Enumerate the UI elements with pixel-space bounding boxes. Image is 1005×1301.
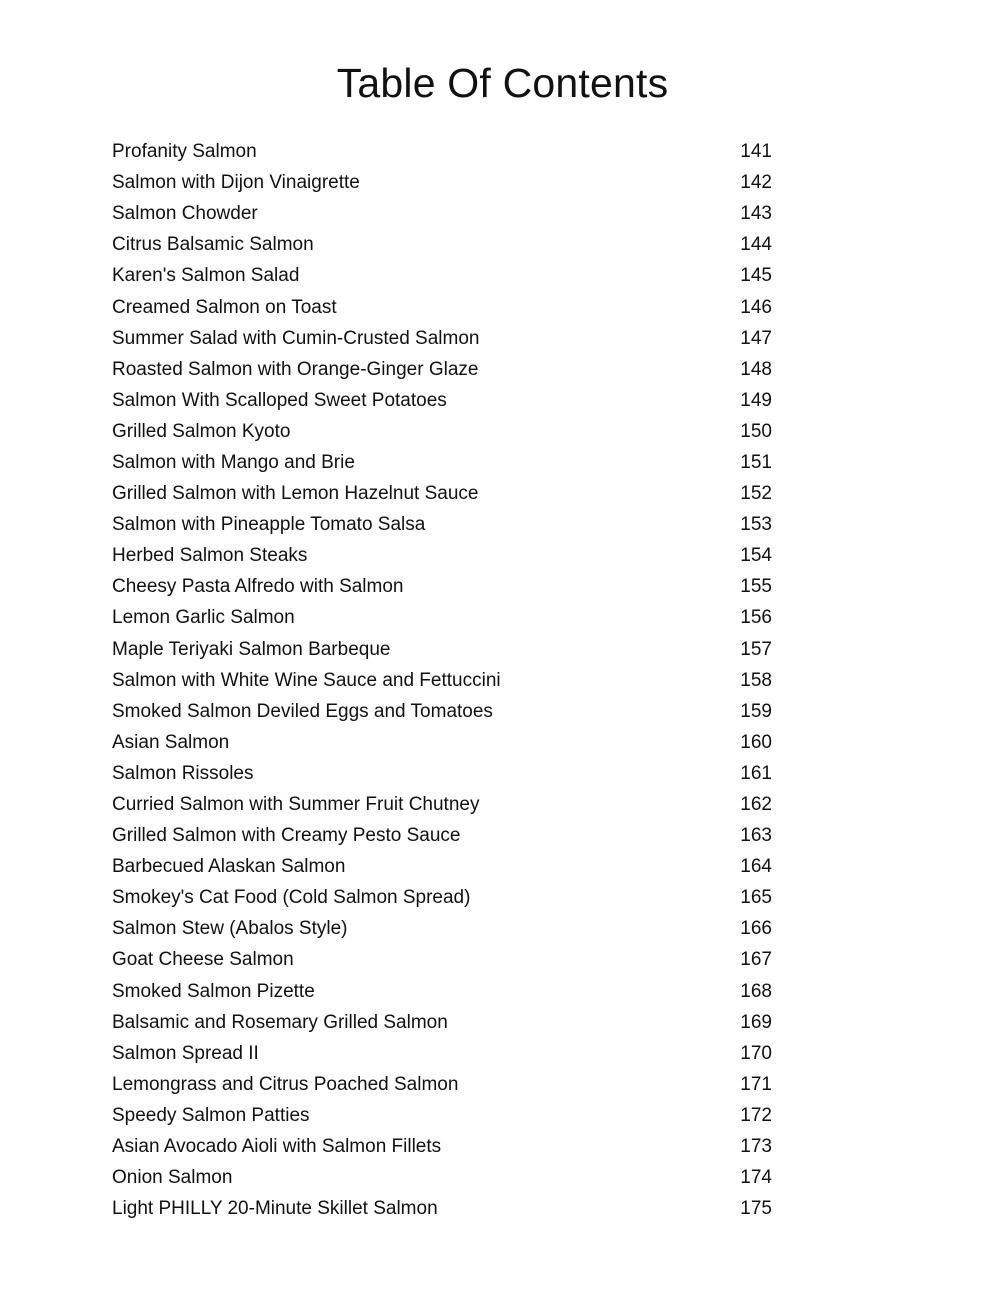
toc-entry-title: Salmon Rissoles [112,762,254,784]
toc-entry-page-number: 144 [740,234,772,256]
toc-entry-page-number: 155 [740,576,772,598]
toc-entry-title: Karen's Salmon Salad [112,265,300,287]
toc-entry-title: Grilled Salmon with Lemon Hazelnut Sauce [112,483,479,505]
toc-entry [112,1193,772,1224]
toc-entry-page-number: 172 [740,1104,772,1126]
toc-entry [112,789,772,820]
toc-entry-title: Profanity Salmon [112,141,257,163]
toc-entry-title: Balsamic and Rosemary Grilled Salmon [112,1011,448,1033]
toc-entry-title: Speedy Salmon Patties [112,1104,310,1126]
toc-entry [112,1069,772,1100]
toc-entry-title: Salmon Chowder [112,203,258,225]
toc-entry [112,820,772,851]
toc-entry [112,447,772,478]
toc-entry [112,416,772,447]
toc-entry-title: Salmon with Dijon Vinaigrette [112,172,360,194]
toc-entry [112,696,772,727]
toc-entry-page-number: 158 [740,669,772,691]
toc-entry-page-number: 142 [740,172,772,194]
toc-entry-title: Onion Salmon [112,1167,233,1189]
toc-entry [112,478,772,509]
toc-entry-page-number: 175 [740,1198,772,1220]
toc-entry-page-number: 174 [740,1167,772,1189]
toc-entry [112,602,772,633]
toc-entry-title: Herbed Salmon Steaks [112,545,308,567]
toc-entry-title: Maple Teriyaki Salmon Barbeque [112,638,391,660]
toc-entry-title: Asian Avocado Aioli with Salmon Fillets [112,1136,442,1158]
toc-entry-page-number: 166 [740,918,772,940]
table-of-contents-list [112,136,772,1224]
toc-entry-page-number: 152 [740,483,772,505]
toc-entry [112,136,772,167]
toc-entry-page-number: 169 [740,1011,772,1033]
toc-entry [112,509,772,540]
toc-entry-page-number: 141 [740,141,772,163]
toc-entry-page-number: 162 [740,794,772,816]
toc-entry [112,323,772,354]
toc-entry-title: Salmon with Pineapple Tomato Salsa [112,514,426,536]
toc-entry [112,1007,772,1038]
toc-entry-title: Lemongrass and Citrus Poached Salmon [112,1073,459,1095]
toc-entry-title: Roasted Salmon with Orange-Ginger Glaze [112,358,479,380]
toc-entry-page-number: 163 [740,825,772,847]
toc-entry-page-number: 143 [740,203,772,225]
toc-entry-page-number: 146 [740,296,772,318]
toc-entry-title: Smoked Salmon Deviled Eggs and Tomatoes [112,700,493,722]
toc-entry-page-number: 161 [740,762,772,784]
toc-entry [112,634,772,665]
toc-entry-page-number: 154 [740,545,772,567]
toc-entry-page-number: 157 [740,638,772,660]
toc-entry [112,354,772,385]
toc-entry-title: Salmon With Scalloped Sweet Potatoes [112,389,447,411]
toc-entry-page-number: 171 [740,1073,772,1095]
toc-entry-page-number: 164 [740,856,772,878]
toc-entry-title: Citrus Balsamic Salmon [112,234,314,256]
toc-entry-page-number: 168 [740,980,772,1002]
toc-entry-title: Curried Salmon with Summer Fruit Chutney [112,794,480,816]
page-title: Table Of Contents [336,60,669,106]
toc-entry-page-number: 150 [740,420,772,442]
toc-entry-page-number: 165 [740,887,772,909]
toc-entry-page-number: 145 [740,265,772,287]
toc-entry-page-number: 151 [740,451,772,473]
toc-entry [112,1131,772,1162]
toc-entry-title: Salmon with Mango and Brie [112,451,355,473]
toc-entry [112,851,772,882]
toc-entry-page-number: 160 [740,731,772,753]
toc-entry-page-number: 167 [740,949,772,971]
toc-entry-title: Salmon Spread II [112,1042,259,1064]
toc-entry-title: Grilled Salmon with Creamy Pesto Sauce [112,825,461,847]
toc-entry-title: Summer Salad with Cumin-Crusted Salmon [112,327,480,349]
toc-entry [112,944,772,975]
toc-entry-title: Barbecued Alaskan Salmon [112,856,346,878]
toc-entry [112,727,772,758]
toc-entry-page-number: 156 [740,607,772,629]
toc-entry-title: Grilled Salmon Kyoto [112,420,291,442]
toc-entry-title: Smoked Salmon Pizette [112,980,315,1002]
toc-entry [112,198,772,229]
toc-entry [112,758,772,789]
toc-entry-page-number: 149 [740,389,772,411]
toc-entry-title: Lemon Garlic Salmon [112,607,295,629]
toc-entry [112,571,772,602]
toc-entry [112,1100,772,1131]
toc-entry-title: Salmon Stew (Abalos Style) [112,918,348,940]
toc-entry [112,976,772,1007]
toc-entry [112,385,772,416]
toc-entry [112,1162,772,1193]
toc-entry-title: Asian Salmon [112,731,230,753]
toc-entry-title: Light PHILLY 20-Minute Skillet Salmon [112,1198,438,1220]
toc-entry-title: Goat Cheese Salmon [112,949,294,971]
toc-entry-title: Salmon with White Wine Sauce and Fettuccini [112,669,501,691]
toc-entry [112,291,772,322]
toc-entry [112,882,772,913]
toc-entry-page-number: 153 [740,514,772,536]
toc-entry-page-number: 159 [740,700,772,722]
toc-entry-title: Cheesy Pasta Alfredo with Salmon [112,576,404,598]
toc-entry [112,540,772,571]
toc-entry [112,260,772,291]
toc-entry [112,913,772,944]
toc-entry-page-number: 170 [740,1042,772,1064]
toc-entry [112,1038,772,1069]
toc-entry-page-number: 148 [740,358,772,380]
toc-entry [112,665,772,696]
toc-entry-page-number: 173 [740,1136,772,1158]
toc-entry-title: Smokey's Cat Food (Cold Salmon Spread) [112,887,471,909]
toc-entry-page-number: 147 [740,327,772,349]
toc-entry-title: Creamed Salmon on Toast [112,296,337,318]
toc-entry [112,229,772,260]
toc-entry [112,167,772,198]
